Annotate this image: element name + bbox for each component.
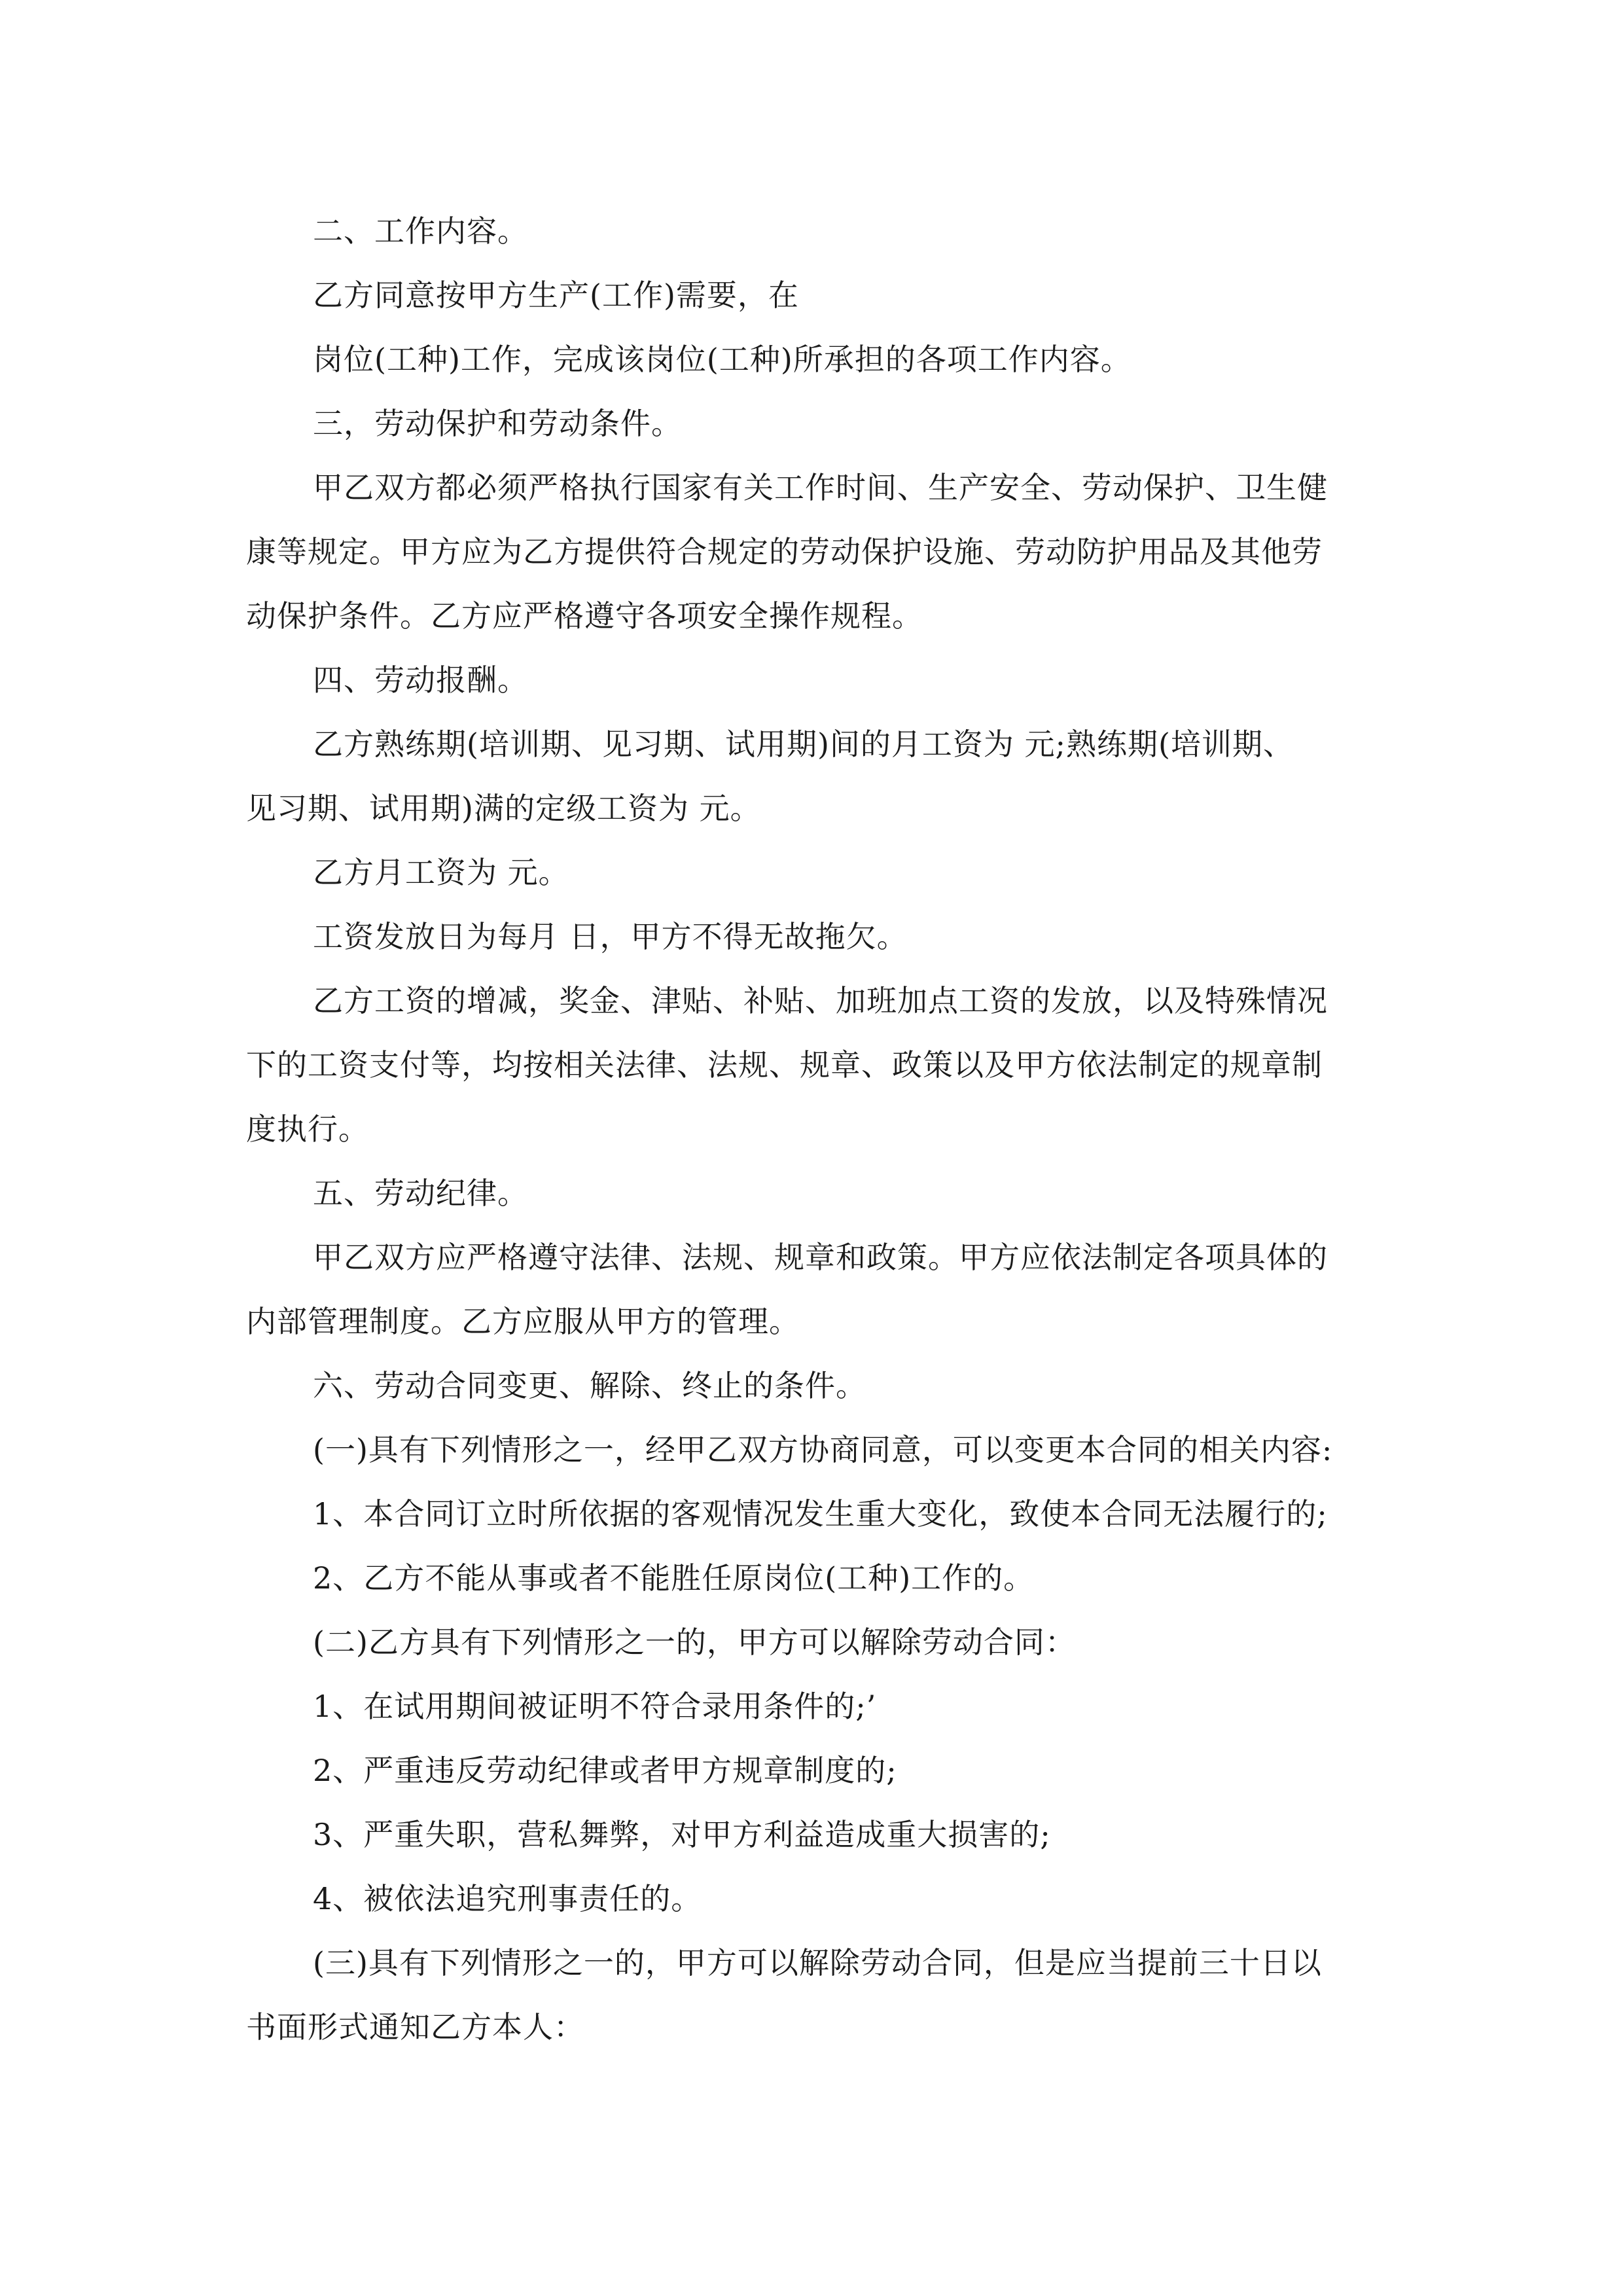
text-line: 甲乙双方都必须严格执行国家有关工作时间、生产安全、劳动保护、卫生健 [313,470,1328,505]
text-line: 乙方工资的增减，奖金、津贴、补贴、加班加点工资的发放，以及特殊情况 [313,983,1328,1018]
text-line: 五、劳动纪律。 [313,1175,528,1211]
text-line: (三)具有下列情形之一的，甲方可以解除劳动合同，但是应当提前三十日以 [313,1945,1322,1981]
text-line: 内部管理制度。乙方应服从甲方的管理。 [246,1304,800,1339]
text-line: 三，劳动保护和劳动条件。 [313,406,682,441]
text-line: 乙方熟练期(培训期、见习期、试用期)间的月工资为 元;熟练期(培训期、 [313,726,1294,762]
text-line: 二、工作内容。 [313,213,528,249]
text-line: (一)具有下列情形之一，经甲乙双方协商同意，可以变更本合同的相关内容: [313,1432,1333,1467]
text-line: 四、劳动报酬。 [313,662,528,698]
text-line: 下的工资支付等，均按相关法律、法规、规章、政策以及甲方依法制定的规章制 [246,1047,1323,1083]
text-line: 见习期、试用期)满的定级工资为 元。 [246,791,761,826]
text-line: (二)乙方具有下列情形之一的，甲方可以解除劳动合同： [313,1624,1076,1660]
text-line: 乙方月工资为 元。 [313,855,569,890]
text-line: 六、劳动合同变更、解除、终止的条件。 [313,1368,866,1403]
text-line: 工资发放日为每月 日，甲方不得无故拖欠。 [313,919,908,954]
text-line: 乙方同意按甲方生产(工作)需要，在 [313,278,799,313]
text-line: 1、本合同订立时所依据的客观情况发生重大变化，致使本合同无法履行的; [313,1496,1328,1532]
text-line: 3、严重失职，营私舞弊，对甲方利益造成重大损害的; [313,1817,1051,1852]
document-body [246,199,1387,2059]
text-line: 甲乙双方应严格遵守法律、法规、规章和政策。甲方应依法制定各项具体的 [313,1240,1328,1275]
text-line: 康等规定。甲方应为乙方提供符合规定的劳动保护设施、劳动防护用品及其他劳 [246,534,1323,569]
text-line: 动保护条件。乙方应严格遵守各项安全操作规程。 [246,598,923,634]
text-line: 度执行。 [246,1111,369,1147]
text-line: 书面形式通知乙方本人： [246,2009,584,2045]
text-line: 1、在试用期间被证明不符合录用条件的;’ [313,1689,877,1724]
text-line: 2、乙方不能从事或者不能胜任原岗位(工种)工作的。 [313,1560,1035,1596]
text-line: 4、被依法追究刑事责任的。 [313,1881,702,1916]
text-line: 岗位(工种)工作，完成该岗位(工种)所承担的各项工作内容。 [313,342,1132,377]
text-line: 2、严重违反劳动纪律或者甲方规章制度的; [313,1753,897,1788]
